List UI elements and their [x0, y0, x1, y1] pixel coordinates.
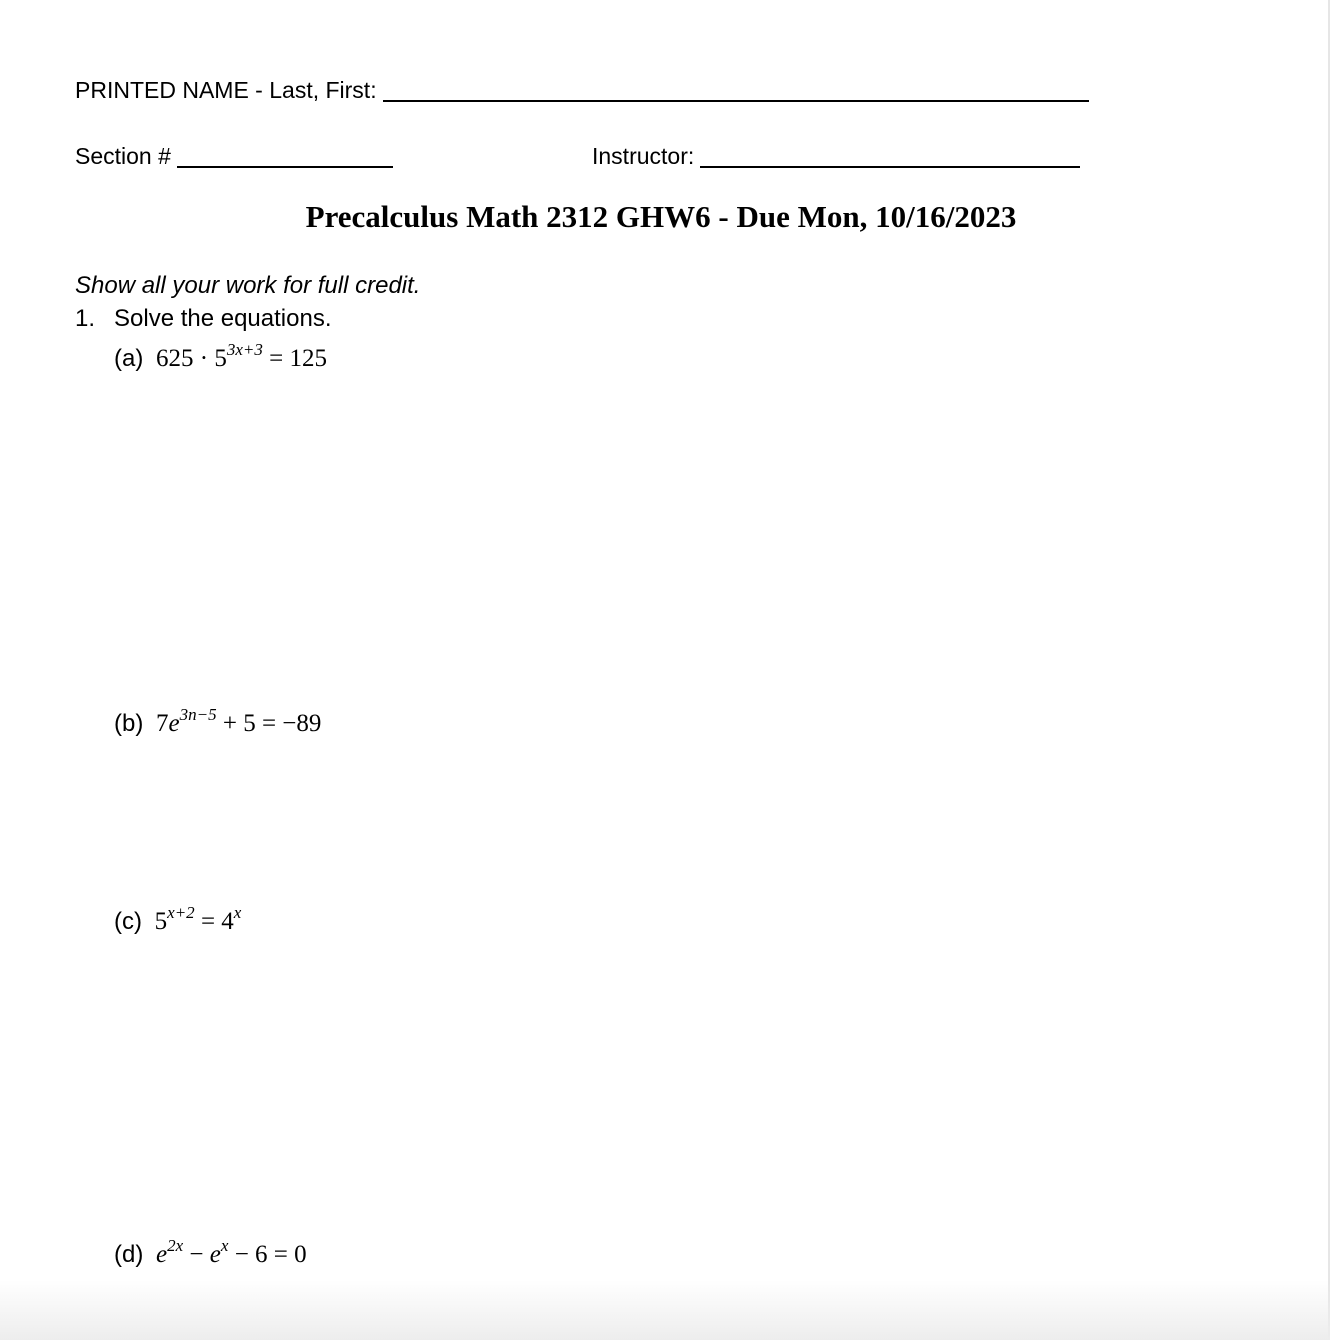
part-c-equation: $5^{x+2} = 4^x$: [154, 903, 242, 936]
question-number: 1.: [75, 305, 96, 332]
section-label: Section #: [75, 143, 171, 169]
part-a-equation: $625 \cdot 5^{3x+3} = 125$: [156, 340, 327, 373]
instructor-label: Instructor:: [592, 143, 695, 169]
section-blank-line: [177, 146, 393, 168]
part-a: [114, 336, 327, 375]
part-b-equation: $7e^{3n-5} + 5 = -89$: [156, 705, 322, 738]
instructor-blank-line: [700, 146, 1080, 168]
part-c-label: (c): [114, 908, 142, 936]
printed-name-field: [75, 76, 1089, 104]
instructions: Show all your work for full credit.: [75, 272, 421, 299]
part-d-equation: $e^{2x} - e^x - 6 = 0$: [156, 1236, 307, 1269]
printed-name-blank-line: [383, 80, 1089, 102]
instructor-field: [592, 142, 1080, 170]
bottom-shade: [0, 1280, 1330, 1340]
question-text: Solve the equations.: [114, 305, 332, 332]
question-1: [75, 304, 332, 334]
part-b-label: (b): [114, 710, 144, 738]
part-c: [114, 899, 241, 938]
part-a-label: (a): [114, 345, 144, 373]
printed-name-label: PRINTED NAME - Last, First:: [75, 77, 377, 103]
part-d-label: (d): [114, 1241, 144, 1269]
part-d: [114, 1232, 307, 1271]
section-field: [75, 142, 393, 170]
part-b: [114, 701, 321, 740]
document-title: [0, 198, 1330, 236]
document-title-text: Precalculus Math 2312 GHW6 - Due Mon, 10/16/2023: [305, 199, 1017, 234]
